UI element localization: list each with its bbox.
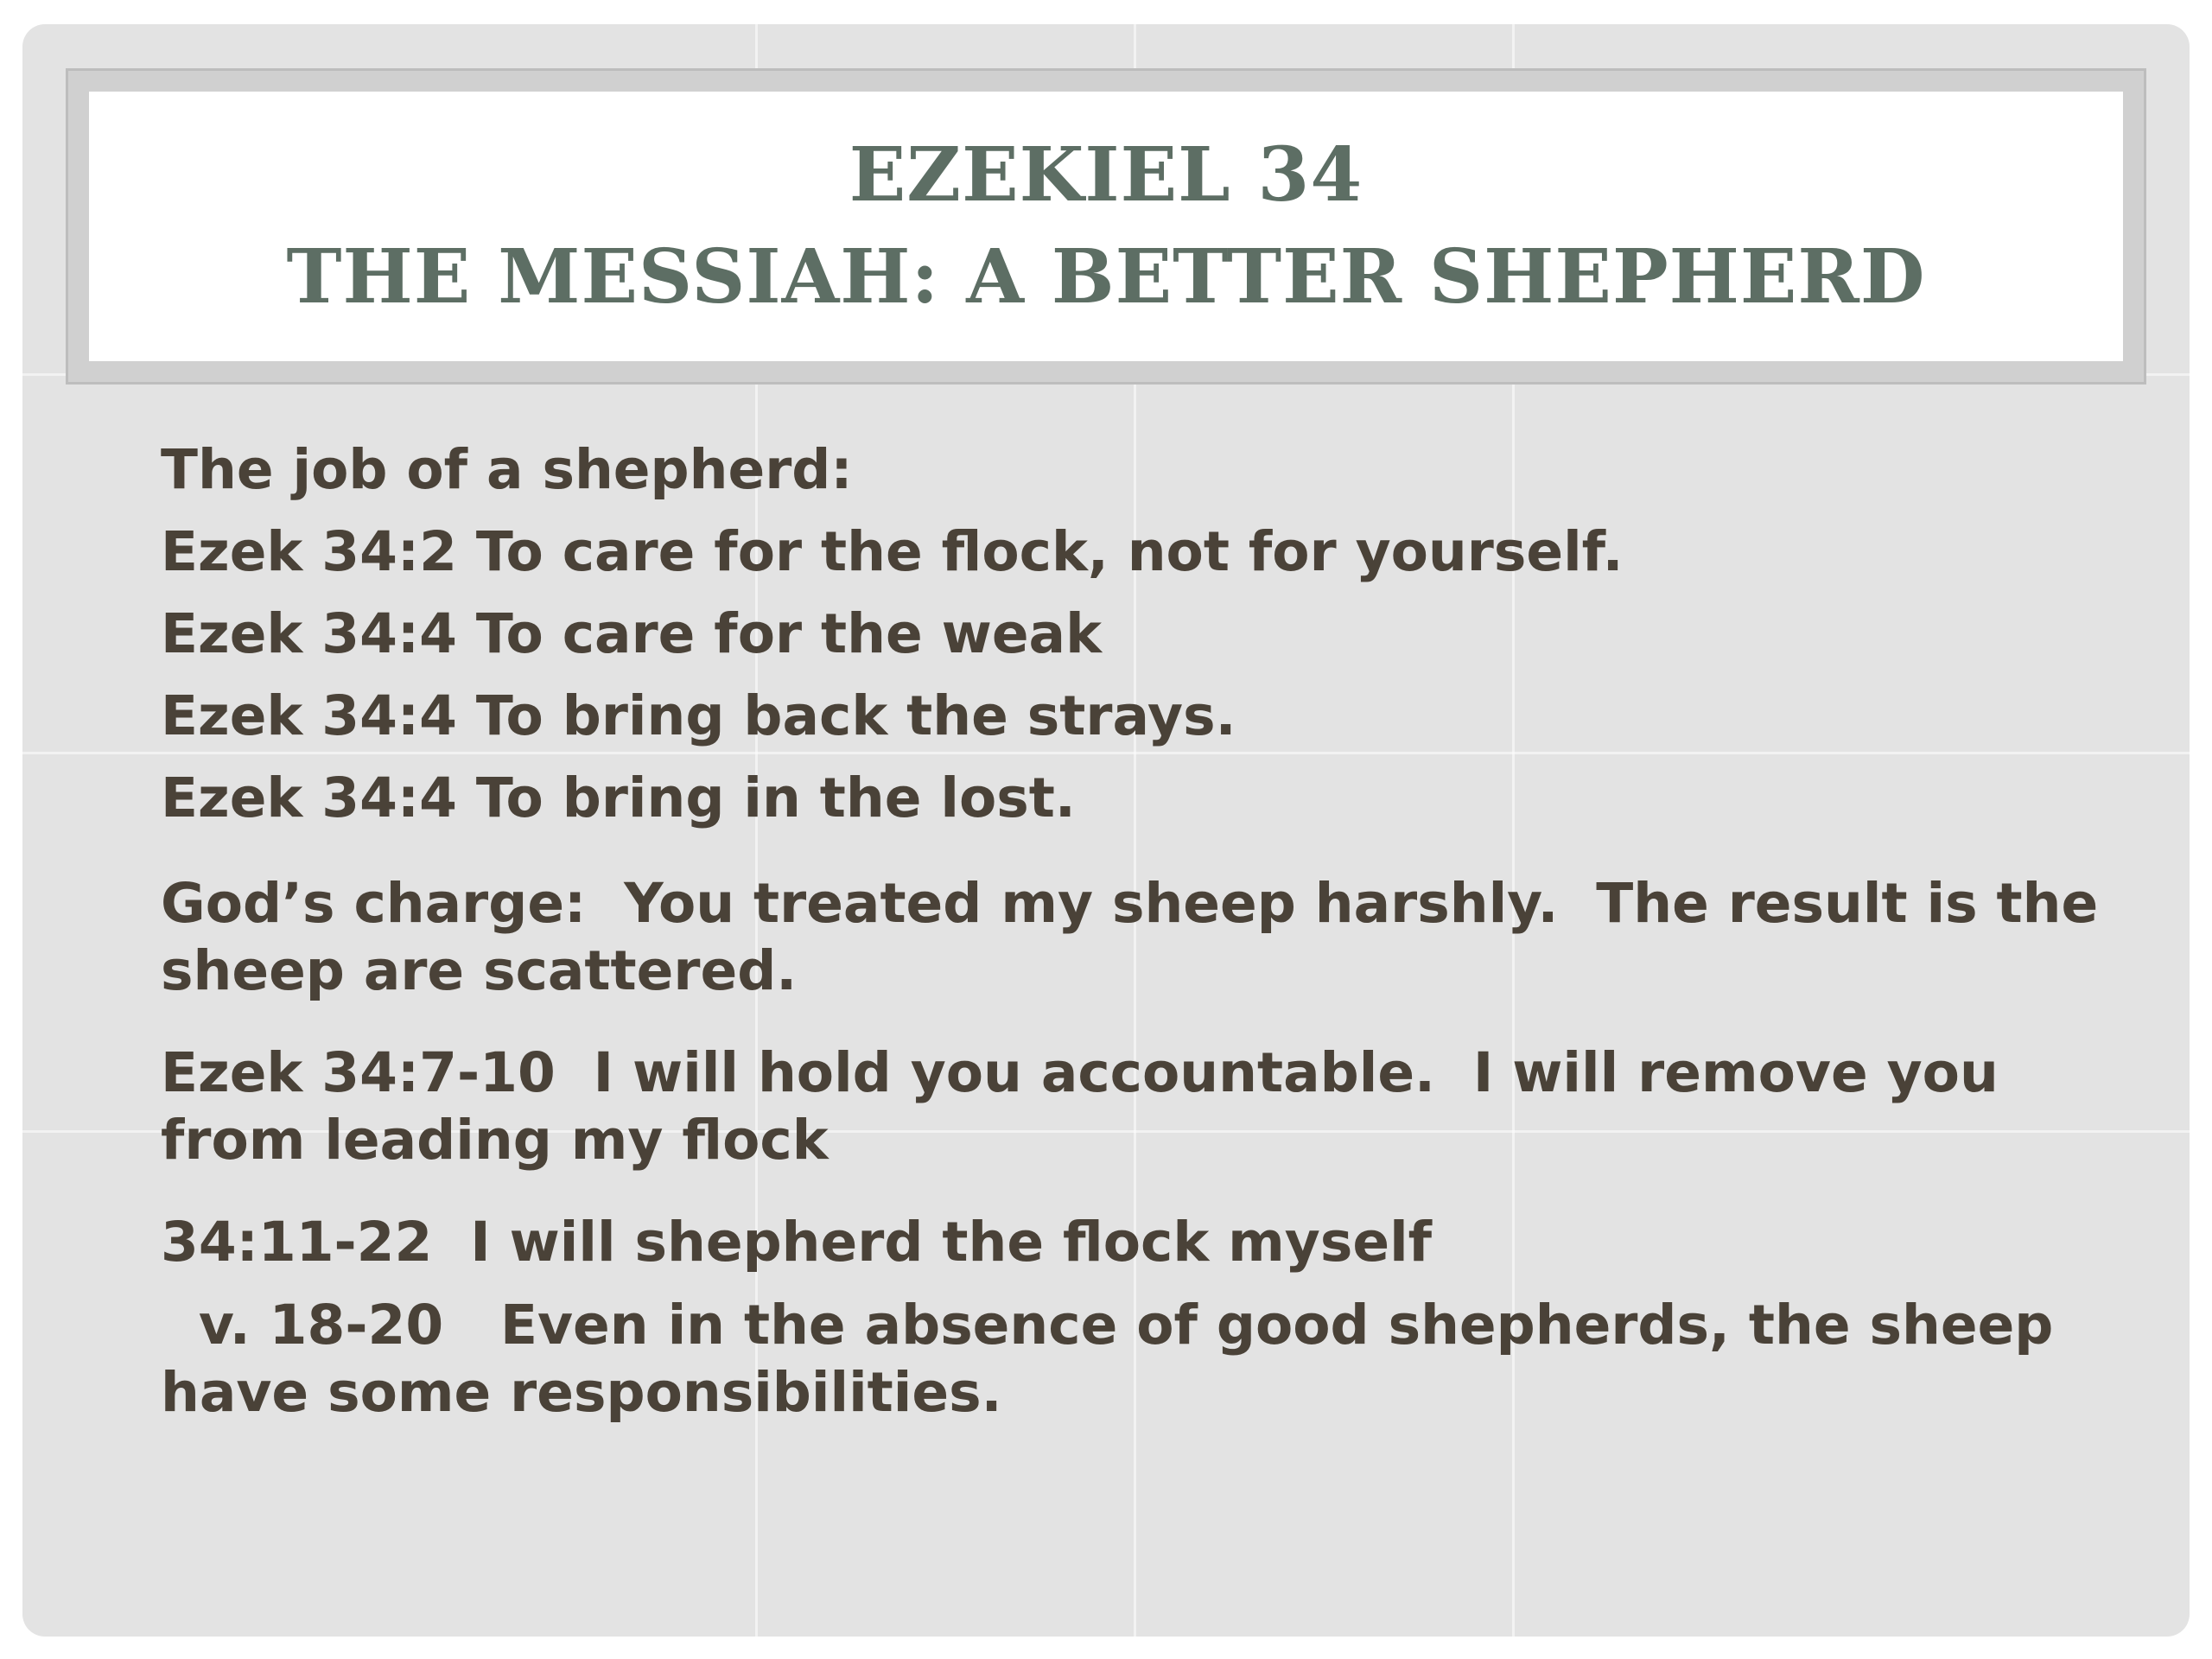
slide-title-line-2: THE MESSIAH: A BETTER SHEPHERD <box>286 233 1926 321</box>
duty-item: Ezek 34:4 To care for the weak <box>161 602 1102 665</box>
duty-item: Ezek 34:4 To bring back the strays. <box>161 684 1236 747</box>
duty-item: Ezek 34:2 To care for the flock, not for yourself. <box>161 520 1624 583</box>
slide <box>22 24 2190 1637</box>
gods-charge-paragraph: God’s charge: You treated my sheep harshly. The result is the sheep are scattered. <box>161 872 2118 1002</box>
slide-title-line-1: EZEKIEL 34 <box>849 131 1363 219</box>
title-frame <box>66 68 2146 385</box>
responsibilities-paragraph: v. 18-20 Even in the absence of good shepherds, the sheep have some responsibilities. <box>161 1294 2073 1424</box>
shepherd-myself-line: 34:11-22 I will shepherd the flock myself <box>161 1211 1433 1274</box>
accountable-paragraph: Ezek 34:7-10 I will hold you accountable. I will remove you from leading my flock <box>161 1041 2018 1172</box>
slide-body <box>161 429 2122 1427</box>
title-box <box>89 92 2123 361</box>
body-heading: The job of a shepherd: <box>161 438 853 501</box>
duty-item: Ezek 34:4 To bring in the lost. <box>161 766 1076 830</box>
